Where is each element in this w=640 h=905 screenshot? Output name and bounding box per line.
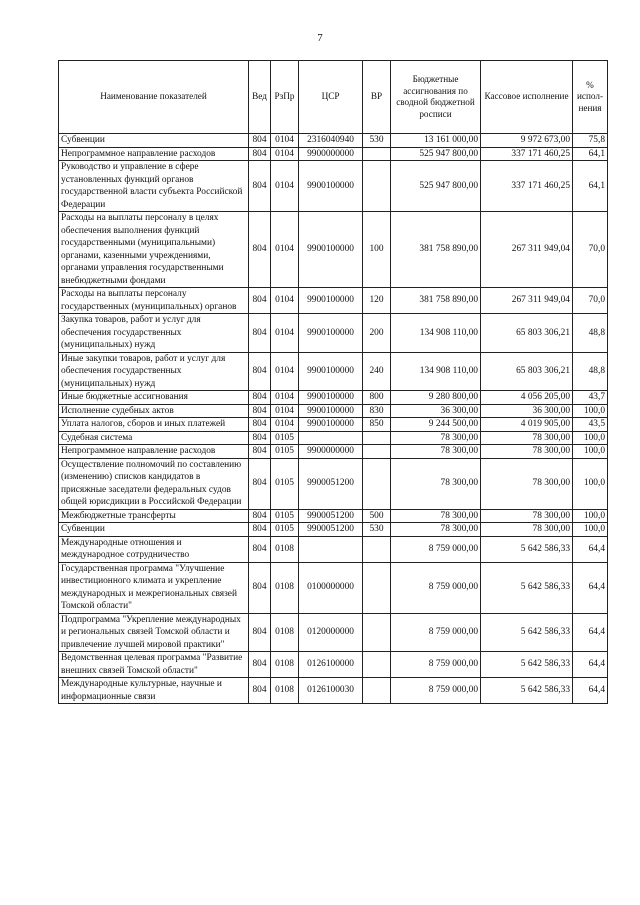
cell-vr	[363, 536, 391, 562]
header-rzpr: РзПр	[271, 61, 299, 134]
cell-rzpr: 0108	[271, 613, 299, 652]
cell-cash: 267 311 949,04	[481, 212, 573, 288]
cell-name: Межбюджетные трансферты	[59, 509, 249, 523]
cell-percent: 48,8	[573, 314, 608, 353]
cell-budget: 8 759 000,00	[391, 562, 481, 613]
cell-percent: 64,4	[573, 536, 608, 562]
table-row	[59, 652, 608, 678]
cell-ved: 804	[249, 212, 271, 288]
table-header-row	[59, 61, 608, 134]
cell-vr: 800	[363, 391, 391, 405]
cell-percent: 75,8	[573, 134, 608, 148]
cell-csr: 9900051200	[299, 523, 363, 537]
cell-csr: 9900100000	[299, 352, 363, 391]
cell-rzpr: 0104	[271, 314, 299, 353]
cell-cash: 5 642 586,33	[481, 613, 573, 652]
cell-budget: 78 300,00	[391, 509, 481, 523]
cell-ved: 804	[249, 458, 271, 509]
cell-name: Субвенции	[59, 523, 249, 537]
cell-vr: 200	[363, 314, 391, 353]
cell-rzpr: 0105	[271, 523, 299, 537]
cell-cash: 78 300,00	[481, 523, 573, 537]
cell-budget: 13 161 000,00	[391, 134, 481, 148]
cell-csr: 9900100000	[299, 404, 363, 418]
cell-rzpr: 0105	[271, 458, 299, 509]
cell-percent: 64,1	[573, 161, 608, 212]
cell-percent: 64,4	[573, 613, 608, 652]
table-row	[59, 509, 608, 523]
cell-csr: 0120000000	[299, 613, 363, 652]
cell-rzpr: 0104	[271, 404, 299, 418]
cell-rzpr: 0104	[271, 391, 299, 405]
cell-csr: 0126100030	[299, 678, 363, 704]
header-ved: Вед	[249, 61, 271, 134]
cell-budget: 36 300,00	[391, 404, 481, 418]
table-row	[59, 212, 608, 288]
cell-rzpr: 0105	[271, 445, 299, 459]
cell-csr: 9900051200	[299, 458, 363, 509]
cell-name: Ведомственная целевая программа "Развитие внешних связей Томской области"	[59, 652, 249, 678]
table-row	[59, 352, 608, 391]
cell-budget: 381 758 890,00	[391, 212, 481, 288]
cell-vr: 830	[363, 404, 391, 418]
cell-name: Субвенции	[59, 134, 249, 148]
cell-rzpr: 0108	[271, 536, 299, 562]
cell-csr: 9900100000	[299, 418, 363, 432]
cell-budget: 381 758 890,00	[391, 288, 481, 314]
cell-ved: 804	[249, 288, 271, 314]
cell-cash: 65 803 306,21	[481, 314, 573, 353]
cell-budget: 8 759 000,00	[391, 652, 481, 678]
cell-ved: 804	[249, 147, 271, 161]
cell-name: Судебная система	[59, 431, 249, 445]
cell-cash: 4 056 205,00	[481, 391, 573, 405]
cell-vr	[363, 652, 391, 678]
cell-csr: 0126100000	[299, 652, 363, 678]
cell-cash: 78 300,00	[481, 458, 573, 509]
cell-ved: 804	[249, 404, 271, 418]
cell-percent: 43,5	[573, 418, 608, 432]
table-row	[59, 391, 608, 405]
table-row	[59, 147, 608, 161]
cell-cash: 337 171 460,25	[481, 161, 573, 212]
cell-name: Осуществление полномочий по составлению (изменению) списков кандидатов в присяжные заседатели федеральных судов общей юрисдикции в Российской Федерации	[59, 458, 249, 509]
cell-cash: 36 300,00	[481, 404, 573, 418]
cell-percent: 64,4	[573, 678, 608, 704]
cell-vr: 120	[363, 288, 391, 314]
cell-vr	[363, 161, 391, 212]
cell-vr: 850	[363, 418, 391, 432]
cell-rzpr: 0105	[271, 431, 299, 445]
cell-percent: 100,0	[573, 458, 608, 509]
cell-ved: 804	[249, 314, 271, 353]
cell-percent: 100,0	[573, 445, 608, 459]
cell-cash: 5 642 586,33	[481, 652, 573, 678]
cell-cash: 9 972 673,00	[481, 134, 573, 148]
header-cash: Кассовое исполнение	[481, 61, 573, 134]
cell-percent: 100,0	[573, 523, 608, 537]
cell-budget: 9 280 800,00	[391, 391, 481, 405]
cell-csr: 9900100000	[299, 212, 363, 288]
cell-percent: 43,7	[573, 391, 608, 405]
header-name: Наименование показателей	[59, 61, 249, 134]
cell-csr: 0100000000	[299, 562, 363, 613]
cell-budget: 8 759 000,00	[391, 678, 481, 704]
page-number: 7	[317, 32, 323, 44]
cell-vr	[363, 431, 391, 445]
cell-rzpr: 0104	[271, 288, 299, 314]
table-row	[59, 562, 608, 613]
cell-ved: 804	[249, 391, 271, 405]
cell-cash: 5 642 586,33	[481, 678, 573, 704]
cell-vr	[363, 445, 391, 459]
cell-rzpr: 0104	[271, 147, 299, 161]
cell-budget: 78 300,00	[391, 431, 481, 445]
cell-budget: 8 759 000,00	[391, 613, 481, 652]
cell-vr	[363, 613, 391, 652]
table-row	[59, 445, 608, 459]
table-row	[59, 678, 608, 704]
cell-cash: 4 019 905,00	[481, 418, 573, 432]
cell-budget: 78 300,00	[391, 458, 481, 509]
table-row	[59, 458, 608, 509]
cell-csr: 9900100000	[299, 161, 363, 212]
cell-name: Расходы на выплаты персоналу в целях обеспечения выполнения функций государственными (муниципальными) органами, казенными учреждениями, органами управления государственными внебюджетными фондами	[59, 212, 249, 288]
cell-percent: 48,8	[573, 352, 608, 391]
cell-rzpr: 0104	[271, 161, 299, 212]
cell-name: Уплата налогов, сборов и иных платежей	[59, 418, 249, 432]
cell-csr: 9900051200	[299, 509, 363, 523]
cell-name: Непрограммное направление расходов	[59, 147, 249, 161]
cell-ved: 804	[249, 509, 271, 523]
cell-percent: 64,1	[573, 147, 608, 161]
cell-cash: 267 311 949,04	[481, 288, 573, 314]
cell-rzpr: 0104	[271, 352, 299, 391]
cell-vr: 530	[363, 134, 391, 148]
cell-vr	[363, 562, 391, 613]
cell-cash: 78 300,00	[481, 509, 573, 523]
cell-percent: 70,0	[573, 288, 608, 314]
cell-percent: 100,0	[573, 509, 608, 523]
table-row	[59, 161, 608, 212]
header-vr: ВР	[363, 61, 391, 134]
cell-budget: 134 908 110,00	[391, 314, 481, 353]
cell-vr: 100	[363, 212, 391, 288]
cell-budget: 8 759 000,00	[391, 536, 481, 562]
cell-csr	[299, 536, 363, 562]
cell-percent: 70,0	[573, 212, 608, 288]
cell-percent: 100,0	[573, 431, 608, 445]
table-row	[59, 431, 608, 445]
table-row	[59, 314, 608, 353]
table-row	[59, 536, 608, 562]
cell-csr: 9900000000	[299, 445, 363, 459]
cell-name: Непрограммное направление расходов	[59, 445, 249, 459]
cell-cash: 65 803 306,21	[481, 352, 573, 391]
cell-rzpr: 0108	[271, 562, 299, 613]
cell-name: Международные культурные, научные и информационные связи	[59, 678, 249, 704]
header-csr: ЦСР	[299, 61, 363, 134]
cell-ved: 804	[249, 652, 271, 678]
cell-rzpr: 0104	[271, 134, 299, 148]
table-row	[59, 288, 608, 314]
cell-vr: 500	[363, 509, 391, 523]
cell-ved: 804	[249, 352, 271, 391]
cell-cash: 78 300,00	[481, 431, 573, 445]
cell-name: Руководство и управление в сфере установленных функций органов государственной власти субъекта Российской Федерации	[59, 161, 249, 212]
header-percent: % испол-нения	[573, 61, 608, 134]
cell-rzpr: 0108	[271, 678, 299, 704]
cell-budget: 78 300,00	[391, 445, 481, 459]
cell-rzpr: 0108	[271, 652, 299, 678]
cell-name: Подпрограмма "Укрепление международных и региональных связей Томской области и привлечение лучшей мировой практики"	[59, 613, 249, 652]
cell-name: Международные отношения и международное сотрудничество	[59, 536, 249, 562]
cell-csr: 9900100000	[299, 288, 363, 314]
cell-ved: 804	[249, 134, 271, 148]
cell-vr: 530	[363, 523, 391, 537]
cell-percent: 64,4	[573, 652, 608, 678]
cell-ved: 804	[249, 613, 271, 652]
cell-name: Иные бюджетные ассигнования	[59, 391, 249, 405]
cell-rzpr: 0105	[271, 509, 299, 523]
cell-csr	[299, 431, 363, 445]
table-row	[59, 404, 608, 418]
cell-csr: 9900000000	[299, 147, 363, 161]
cell-rzpr: 0104	[271, 212, 299, 288]
cell-ved: 804	[249, 161, 271, 212]
cell-budget: 525 947 800,00	[391, 161, 481, 212]
cell-rzpr: 0104	[271, 418, 299, 432]
cell-ved: 804	[249, 678, 271, 704]
budget-table	[58, 60, 608, 704]
cell-cash: 5 642 586,33	[481, 536, 573, 562]
table-row	[59, 613, 608, 652]
cell-vr	[363, 147, 391, 161]
table-row	[59, 134, 608, 148]
cell-cash: 78 300,00	[481, 445, 573, 459]
cell-csr: 9900100000	[299, 314, 363, 353]
table-row	[59, 418, 608, 432]
cell-budget: 78 300,00	[391, 523, 481, 537]
table-row	[59, 523, 608, 537]
cell-budget: 525 947 800,00	[391, 147, 481, 161]
cell-name: Государственная программа "Улучшение инвестиционного климата и укрепление международных и межрегиональных связей Томской области"	[59, 562, 249, 613]
cell-cash: 5 642 586,33	[481, 562, 573, 613]
cell-name: Закупка товаров, работ и услуг для обеспечения государственных (муниципальных) нужд	[59, 314, 249, 353]
cell-percent: 100,0	[573, 404, 608, 418]
cell-csr: 2316040940	[299, 134, 363, 148]
cell-name: Иные закупки товаров, работ и услуг для обеспечения государственных (муниципальных) нужд	[59, 352, 249, 391]
cell-ved: 804	[249, 562, 271, 613]
header-budget: Бюджетные ассигнования по сводной бюджетной росписи	[391, 61, 481, 134]
cell-name: Расходы на выплаты персоналу государственных (муниципальных) органов	[59, 288, 249, 314]
cell-ved: 804	[249, 418, 271, 432]
cell-vr	[363, 678, 391, 704]
cell-vr: 240	[363, 352, 391, 391]
cell-csr: 9900100000	[299, 391, 363, 405]
cell-cash: 337 171 460,25	[481, 147, 573, 161]
cell-percent: 64,4	[573, 562, 608, 613]
cell-vr	[363, 458, 391, 509]
cell-ved: 804	[249, 431, 271, 445]
cell-ved: 804	[249, 536, 271, 562]
cell-name: Исполнение судебных актов	[59, 404, 249, 418]
cell-budget: 134 908 110,00	[391, 352, 481, 391]
cell-budget: 9 244 500,00	[391, 418, 481, 432]
cell-ved: 804	[249, 523, 271, 537]
cell-ved: 804	[249, 445, 271, 459]
